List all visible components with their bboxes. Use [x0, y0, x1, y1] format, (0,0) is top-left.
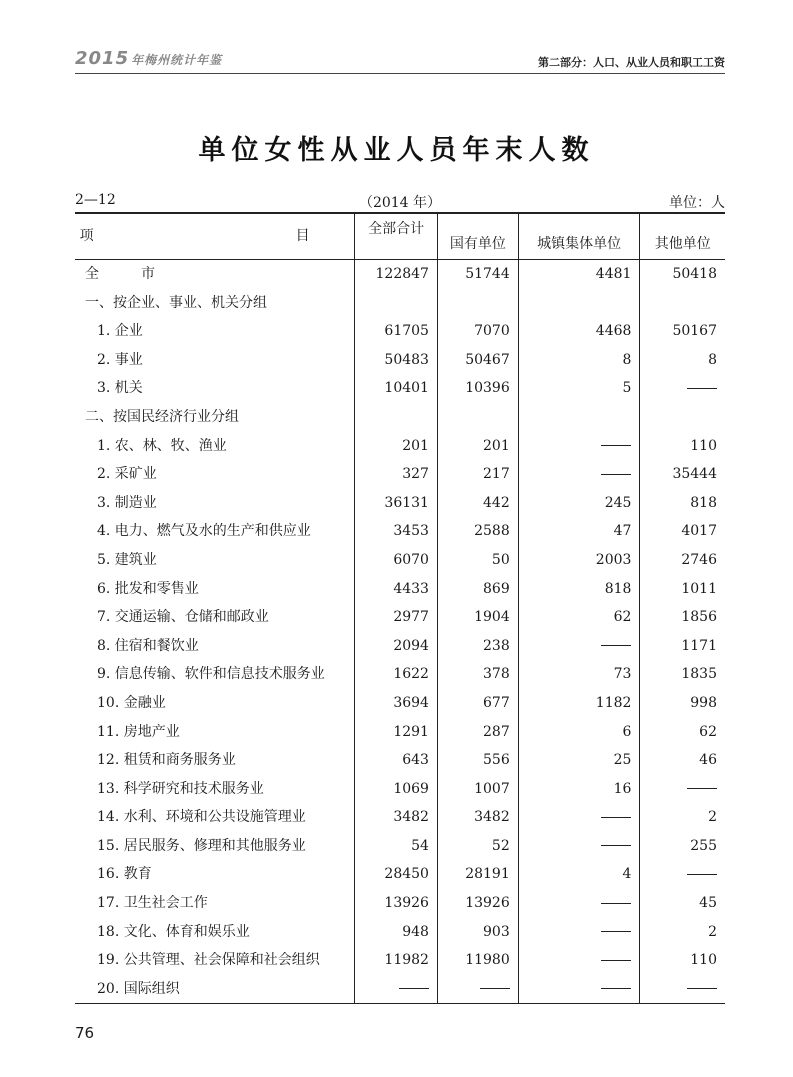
empty-dash — [518, 460, 640, 489]
cell-value — [518, 289, 640, 318]
table-row — [75, 603, 725, 632]
cell-value: 201 — [355, 432, 438, 461]
table-row — [75, 803, 725, 832]
dash-line — [687, 388, 717, 389]
cell-value: 13926 — [437, 889, 518, 918]
row-label: 3. 机关 — [97, 380, 143, 397]
cell-value: 1182 — [518, 689, 640, 718]
page-number: 76 — [75, 1024, 95, 1042]
row-label: 9. 信息传输、软件和信息技术服务业 — [97, 666, 325, 683]
cell-value — [518, 403, 640, 432]
cell-value: 217 — [437, 460, 518, 489]
row-label: 7. 交通运输、仓储和邮政业 — [97, 609, 269, 626]
table-row — [75, 346, 725, 375]
cell-value: 556 — [437, 746, 518, 775]
row-label: 2. 事业 — [97, 351, 143, 368]
cell-value — [437, 403, 518, 432]
empty-dash — [518, 889, 640, 918]
cell-value: 998 — [640, 689, 725, 718]
cell-value: 51744 — [437, 260, 518, 289]
cell-value: 25 — [518, 746, 640, 775]
yearbook-title — [75, 48, 222, 69]
table-unit: 单位：人 — [669, 195, 725, 211]
table-year: （2014 年） — [358, 195, 442, 211]
row-label: 4. 电力、燃气及水的生产和供应业 — [97, 523, 311, 540]
empty-dash — [640, 975, 725, 1004]
cell-value: 818 — [518, 575, 640, 604]
dash-line — [601, 960, 631, 961]
cell-value: 1011 — [640, 575, 725, 604]
cell-value — [640, 289, 725, 318]
cell-value: 47 — [518, 517, 640, 546]
cell-value: 442 — [437, 489, 518, 518]
empty-dash — [518, 975, 640, 1004]
table-row — [75, 432, 725, 461]
cell-value: 4468 — [518, 317, 640, 346]
empty-dash — [437, 975, 518, 1004]
cell-value: 50167 — [640, 317, 725, 346]
cell-value: 52 — [437, 832, 518, 861]
table-row — [75, 517, 725, 546]
cell-value: 2 — [640, 918, 725, 947]
table-row — [75, 860, 725, 889]
cell-value: 3482 — [437, 803, 518, 832]
cell-value: 869 — [437, 575, 518, 604]
table-row — [75, 632, 725, 661]
row-label: 6. 批发和零售业 — [97, 580, 199, 597]
cell-value: 8 — [640, 346, 725, 375]
cell-value: 327 — [355, 460, 438, 489]
cell-value: 28191 — [437, 860, 518, 889]
cell-value: 903 — [437, 918, 518, 947]
cell-value: 4433 — [355, 575, 438, 604]
row-label: 二、按国民经济行业分组 — [85, 408, 239, 425]
table-row — [75, 289, 725, 318]
section-title: 第二部分：人口、从业人员和职工工资 — [538, 56, 725, 69]
cell-value: 62 — [518, 603, 640, 632]
table-body — [75, 260, 725, 1004]
cell-value: 1171 — [640, 632, 725, 661]
row-label: 10. 金融业 — [97, 694, 166, 711]
col-header-collective: 城镇集体单位 — [518, 213, 640, 260]
table-meta — [75, 192, 725, 212]
page-title: 单位女性从业人员年末人数 — [198, 135, 595, 166]
cell-value: 6070 — [355, 546, 438, 575]
cell-value: 50483 — [355, 346, 438, 375]
row-label: 20. 国际组织 — [75, 975, 355, 1004]
cell-value: 4 — [518, 860, 640, 889]
cell-value: 677 — [437, 689, 518, 718]
row-label: 14. 水利、环境和公共设施管理业 — [97, 809, 306, 826]
cell-value: 287 — [437, 718, 518, 747]
cell-value: 73 — [518, 660, 640, 689]
table-row — [75, 460, 725, 489]
cell-value: 238 — [437, 632, 518, 661]
cell-value: 50 — [437, 546, 518, 575]
data-table — [75, 212, 725, 1004]
cell-value: 16 — [518, 775, 640, 804]
row-label: 12. 租赁和商务服务业 — [97, 752, 236, 769]
table-row — [75, 374, 725, 403]
cell-value: 13926 — [355, 889, 438, 918]
dash-line — [601, 988, 631, 989]
cell-value: 36131 — [355, 489, 438, 518]
cell-value: 2003 — [518, 546, 640, 575]
dash-line — [601, 931, 631, 932]
cell-value: 1856 — [640, 603, 725, 632]
cell-value: 3694 — [355, 689, 438, 718]
row-label: 19. 公共管理、社会保障和社会组织 — [97, 952, 320, 969]
empty-dash — [640, 775, 725, 804]
cell-value — [437, 289, 518, 318]
dash-line — [601, 474, 631, 475]
empty-dash — [355, 975, 438, 1004]
dash-line — [480, 988, 510, 989]
table-row — [75, 317, 725, 346]
row-label: 1. 企业 — [97, 323, 143, 340]
cell-value: 7070 — [437, 317, 518, 346]
cell-value: 1904 — [437, 603, 518, 632]
table-row — [75, 946, 725, 975]
row-label: 全 市 — [85, 266, 155, 282]
table-row — [75, 689, 725, 718]
cell-value — [355, 289, 438, 318]
yearbook-year: 2015 — [75, 48, 130, 69]
empty-dash — [640, 860, 725, 889]
cell-value: 948 — [355, 918, 438, 947]
empty-dash — [518, 918, 640, 947]
cell-value: 110 — [640, 432, 725, 461]
dash-line — [601, 845, 631, 846]
cell-value: 10396 — [437, 374, 518, 403]
col-header-total: 全部合计 — [355, 213, 438, 260]
cell-value: 11980 — [437, 946, 518, 975]
table-row — [75, 746, 725, 775]
table-row — [75, 775, 725, 804]
dash-line — [601, 645, 631, 646]
cell-value: 1069 — [355, 775, 438, 804]
cell-value: 10401 — [355, 374, 438, 403]
cell-value: 11982 — [355, 946, 438, 975]
empty-dash — [518, 832, 640, 861]
cell-value: 245 — [518, 489, 640, 518]
row-label: 11. 房地产业 — [97, 723, 180, 740]
empty-dash — [518, 803, 640, 832]
col-header-other: 其他单位 — [640, 213, 725, 260]
cell-value: 1291 — [355, 718, 438, 747]
cell-value: 1622 — [355, 660, 438, 689]
yearbook-name: 年梅州统计年鉴 — [131, 53, 223, 67]
empty-dash — [640, 374, 725, 403]
row-label: 2. 采矿业 — [97, 466, 157, 483]
cell-value: 28450 — [355, 860, 438, 889]
cell-value: 2977 — [355, 603, 438, 632]
table-row — [75, 260, 725, 289]
cell-value: 110 — [640, 946, 725, 975]
cell-value: 5 — [518, 374, 640, 403]
cell-value: 643 — [355, 746, 438, 775]
cell-value: 1835 — [640, 660, 725, 689]
col-header-item: 项 目 — [75, 213, 355, 260]
table-row — [75, 718, 725, 747]
cell-value: 2 — [640, 803, 725, 832]
table-row — [75, 660, 725, 689]
table-row — [75, 489, 725, 518]
cell-value: 6 — [518, 718, 640, 747]
row-label: 16. 教育 — [97, 866, 152, 883]
cell-value: 61705 — [355, 317, 438, 346]
cell-value: 201 — [437, 432, 518, 461]
table-row — [75, 832, 725, 861]
cell-value: 3453 — [355, 517, 438, 546]
cell-value: 4017 — [640, 517, 725, 546]
table-row — [75, 546, 725, 575]
cell-value: 378 — [437, 660, 518, 689]
row-label: 18. 文化、体育和娱乐业 — [97, 923, 250, 940]
cell-value: 8 — [518, 346, 640, 375]
cell-value: 62 — [640, 718, 725, 747]
dash-line — [687, 788, 717, 789]
cell-value — [355, 403, 438, 432]
dash-line — [601, 445, 631, 446]
dash-line — [601, 903, 631, 904]
cell-value: 50418 — [640, 260, 725, 289]
empty-dash — [518, 946, 640, 975]
cell-value: 3482 — [355, 803, 438, 832]
row-label: 15. 居民服务、修理和其他服务业 — [97, 837, 306, 854]
cell-value: 50467 — [437, 346, 518, 375]
row-label: 一、按企业、事业、机关分组 — [85, 294, 267, 311]
table-row — [75, 918, 725, 947]
empty-dash — [518, 432, 640, 461]
dash-line — [687, 874, 717, 875]
col-header-state-owned: 国有单位 — [437, 213, 518, 260]
cell-value: 2746 — [640, 546, 725, 575]
table-row — [75, 575, 725, 604]
empty-dash — [518, 632, 640, 661]
cell-value — [640, 403, 725, 432]
row-label: 13. 科学研究和技术服务业 — [97, 780, 264, 797]
header-divider — [75, 73, 725, 74]
table-header-row — [75, 213, 725, 260]
cell-value: 2588 — [437, 517, 518, 546]
cell-value: 122847 — [355, 260, 438, 289]
cell-value: 1007 — [437, 775, 518, 804]
table-row — [75, 889, 725, 918]
cell-value: 46 — [640, 746, 725, 775]
dash-line — [601, 817, 631, 818]
row-label: 8. 住宿和餐饮业 — [97, 637, 199, 654]
row-label: 17. 卫生社会工作 — [97, 895, 208, 912]
row-label: 5. 建筑业 — [97, 551, 157, 568]
table-row — [75, 403, 725, 432]
dash-line — [687, 988, 717, 989]
table-code: 2—12 — [75, 192, 116, 208]
cell-value: 2094 — [355, 632, 438, 661]
cell-value: 255 — [640, 832, 725, 861]
table-row — [75, 975, 725, 1004]
row-label: 3. 制造业 — [97, 494, 157, 511]
cell-value: 35444 — [640, 460, 725, 489]
row-label: 1. 农、林、牧、渔业 — [97, 437, 227, 454]
cell-value: 4481 — [518, 260, 640, 289]
cell-value: 54 — [355, 832, 438, 861]
dash-line — [399, 988, 429, 989]
cell-value: 45 — [640, 889, 725, 918]
cell-value: 818 — [640, 489, 725, 518]
